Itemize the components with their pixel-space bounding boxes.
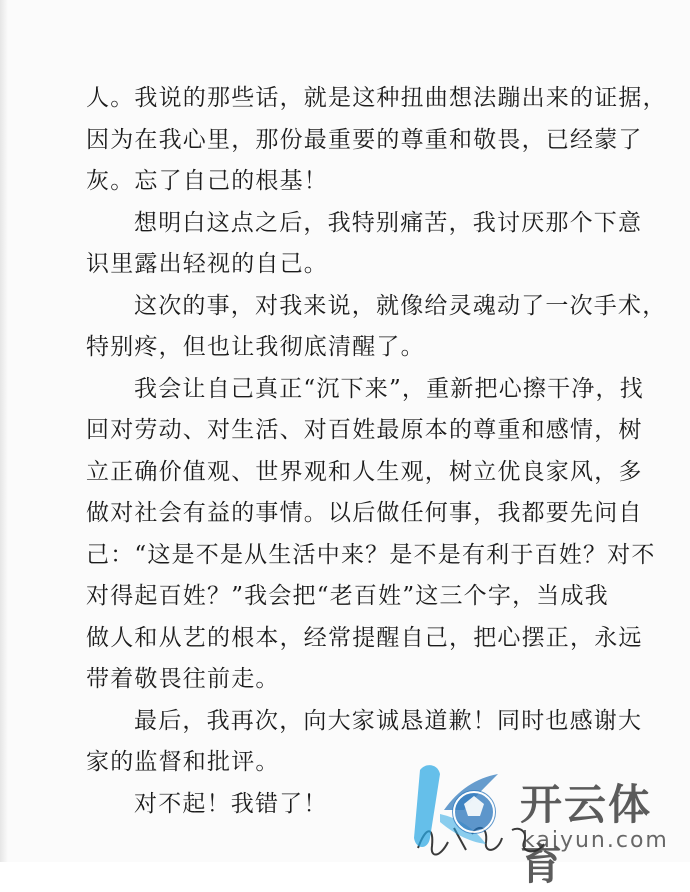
letter-line: 人。我说的那些话，就是这种扭曲想法蹦出来的证据， (86, 85, 667, 111)
k-soccer-ball-logo-icon (400, 752, 518, 862)
letter-line: 己：“这是不是从生活中来？是不是有利于百姓？对不 (86, 541, 656, 568)
watermark (400, 752, 686, 889)
letter-line: 这次的事，对我来说，就像给灵魂动了一次手术， (134, 292, 667, 319)
watermark-brand-cn: 开云体育 (520, 780, 653, 889)
letter-line: 做人和从艺的根本，经常提醒自己，把心摆正，永远 (86, 624, 643, 651)
letter-line: 灰。忘了自己的根基！ (86, 168, 328, 194)
letter-line: 最后，我再次，向大家诚恳道歉！同时也感谢大 (134, 707, 643, 734)
page-edge-shadow (0, 0, 8, 862)
letter-line: 识里露出轻视的自己。 (86, 251, 328, 277)
letter-line: 特别疼，但也让我彻底清醒了。 (86, 334, 425, 360)
letter-line: 带着敬畏往前走。 (86, 666, 280, 692)
letter-line: 对得起百姓？”我会把“老百姓”这三个字，当成我 (86, 583, 609, 609)
letter-line: 我会让自己真正“沉下来”，重新把心擦干净，找 (134, 375, 644, 402)
letter-line: 做对社会有益的事情。以后做任何事，我都要先问自 (86, 500, 643, 526)
letter-line: 因为在我心里，那份最重要的尊重和敬畏，已经蒙了 (86, 126, 643, 153)
letter-line: 想明白这点之后，我特别痛苦，我讨厌那个下意 (134, 209, 643, 236)
letter-line: 对不起！我错了！ (134, 790, 328, 817)
letter-body (86, 78, 667, 825)
letter-line: 立正确价值观、世界观和人生观，树立优良家风，多 (86, 458, 643, 485)
letter-line: 回对劳动、对生活、对百姓最原本的尊重和感情，树 (86, 417, 643, 443)
letter-line: 家的监督和批评。 (86, 749, 280, 775)
watermark-brand-en: kaiyun.com (522, 828, 669, 853)
